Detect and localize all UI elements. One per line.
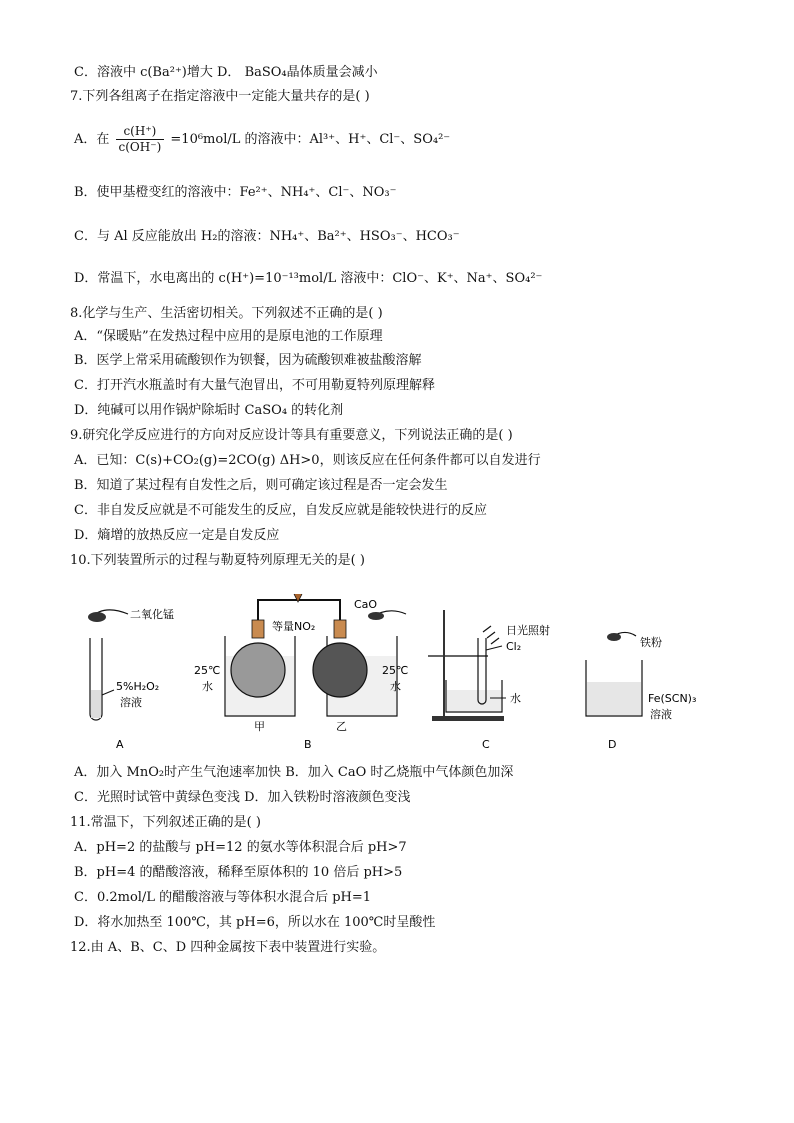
label-solution-d: 溶液 — [650, 708, 672, 721]
spatula-d-scoop — [607, 633, 621, 641]
spatula-scoop — [88, 612, 106, 622]
q8-option-b: B．医学上常采用硫酸钡作为钡餐，因为硫酸钡难被盐酸溶解 — [74, 353, 422, 368]
label-fescn: Fe(SCN)₃ — [648, 692, 697, 705]
q7a-prefix: A．在 — [74, 132, 110, 147]
trough-water — [447, 690, 501, 711]
label-water-c: 水 — [510, 692, 521, 705]
apparatus-a — [88, 607, 174, 751]
label-temp-left: 25℃ — [194, 664, 221, 677]
q7a-suffix: =10⁶mol/L 的溶液中：Al³⁺、H⁺、Cl⁻、SO₄²⁻ — [170, 132, 451, 147]
q12-stem: 12.由 A、B、C、D 四种金属按下表中装置进行实验。 — [70, 940, 386, 955]
q9-option-c: C．非自发反应就是不可能发生的反应，自发反应就是能较快进行的反应 — [74, 503, 487, 518]
q8-option-a: A．“保暖贴”在发热过程中应用的是原电池的工作原理 — [74, 329, 383, 344]
q7-option-b: B．使甲基橙变红的溶液中：Fe²⁺、NH₄⁺、Cl⁻、NO₃⁻ — [74, 185, 397, 200]
q11-stem: 11.常温下，下列叙述正确的是( ) — [70, 815, 261, 830]
stand-base — [432, 716, 504, 721]
solution-a — [91, 690, 101, 718]
q11-option-c: C．0.2mol/L 的醋酸溶液与等体积水混合后 pH=1 — [74, 890, 372, 905]
apparatus-b — [194, 594, 408, 751]
label-iron: 铁粉 — [640, 636, 662, 649]
label-no2: 等量NO₂ — [272, 620, 316, 633]
label-temp-right: 25℃ — [382, 664, 409, 677]
label-water-left: 水 — [202, 680, 213, 693]
flask-jia — [231, 643, 285, 697]
q9-option-a: A．已知：C(s)+CO₂(g)=2CO(g) ΔH>0，则该反应在任何条件都可以自发进行 — [74, 453, 541, 468]
ratio-fraction — [116, 124, 165, 155]
label-yi: 乙 — [336, 720, 347, 733]
apparatus-c — [428, 610, 550, 751]
q9-option-b: B．知道了某过程有自发性之后，则可确定该过程是否一定会发生 — [74, 478, 448, 493]
flask-yi — [313, 643, 367, 697]
q8-stem: 8.化学与生产、生活密切相关。下列叙述不正确的是( ) — [70, 306, 383, 321]
apparatus-figure — [70, 590, 730, 755]
label-h2o2: 5%H₂O₂ — [116, 680, 160, 693]
label-cao: CaO — [354, 598, 378, 611]
q11-option-d: D．将水加热至 100℃，其 pH=6，所以水在 100℃时呈酸性 — [74, 915, 436, 930]
q10-stem: 10.下列装置所示的过程与勒夏特列原理无关的是( ) — [70, 553, 365, 568]
fraction-numerator: c(H⁺) — [116, 124, 165, 140]
q11-option-b: B．pH=4 的醋酸溶液，稀释至原体积的 10 倍后 pH>5 — [74, 865, 403, 880]
q7-stem: 7.下列各组离子在指定溶液中一定能大量共存的是( ) — [70, 89, 370, 104]
caption-b: B — [304, 738, 312, 751]
caption-d: D — [608, 738, 617, 751]
label-solution-a: 溶液 — [120, 696, 142, 709]
label-water-right: 水 — [390, 680, 401, 693]
label-jia: 甲 — [254, 720, 265, 733]
apparatus-d — [586, 632, 696, 751]
q10-options-cd: C．光照时试管中黄绿色变浅 D．加入铁粉时溶液颜色变浅 — [74, 790, 411, 805]
label-sunlight: 日光照射 — [506, 624, 550, 637]
q10-options-ab: A．加入 MnO₂时产生气泡速率加快 B．加入 CaO 时乙烧瓶中气体颜色加深 — [74, 765, 514, 780]
q11-option-a: A．pH=2 的盐酸与 pH=12 的氨水等体积混合后 pH>7 — [74, 840, 407, 855]
caption-a: A — [116, 738, 124, 751]
q7-option-c: C．与 Al 反应能放出 H₂的溶液：NH₄⁺、Ba²⁺、HSO₃⁻、HCO₃⁻ — [74, 229, 460, 244]
spatula-b-scoop — [368, 612, 384, 620]
q6-options-cd: C．溶液中 c(Ba²⁺)增大 D． BaSO₄晶体质量会减小 — [74, 65, 378, 80]
solution-d — [587, 682, 641, 715]
stopper-left — [252, 620, 264, 638]
q7-option-d: D．常温下，水电离出的 c(H⁺)=10⁻¹³mol/L 溶液中：ClO⁻、K⁺、Na⁺、SO₄²⁻ — [74, 271, 543, 286]
q8-option-c: C．打开汽水瓶盖时有大量气泡冒出，不可用勒夏特列原理解释 — [74, 378, 435, 393]
leader-a — [102, 690, 114, 695]
leader-cl2 — [486, 646, 502, 650]
label-mno2: 二氧化锰 — [130, 608, 174, 621]
stopper-right — [334, 620, 346, 638]
q9-option-d: D．熵增的放热反应一定是自发反应 — [74, 528, 280, 543]
fraction-denominator: c(OH⁻) — [118, 140, 162, 154]
q7-option-a — [74, 124, 450, 155]
q8-option-d: D．纯碱可以用作锅炉除垢时 CaSO₄ 的转化剂 — [74, 403, 344, 418]
caption-c: C — [482, 738, 490, 751]
q9-stem: 9.研究化学反应进行的方向对反应设计等具有重要意义，下列说法正确的是( ) — [70, 428, 513, 443]
label-cl2: Cl₂ — [506, 640, 522, 653]
